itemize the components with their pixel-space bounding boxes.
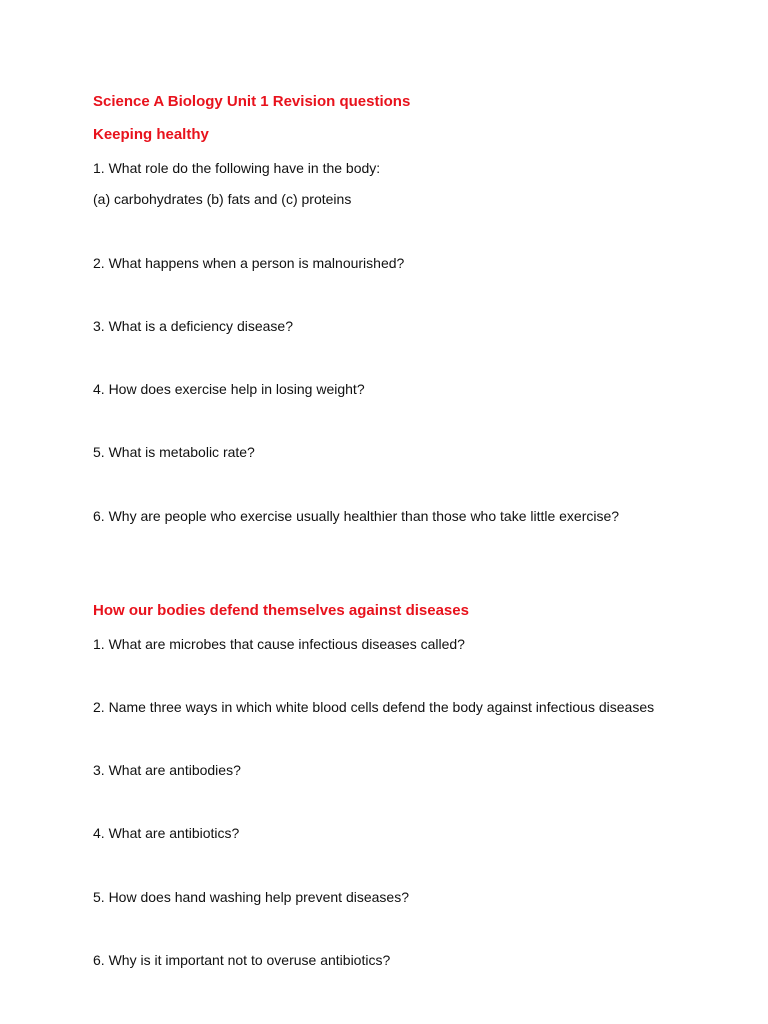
question-text: 2. Name three ways in which white blood cells defend the body against infectious diseases <box>93 699 655 715</box>
document-title: Science A Biology Unit 1 Revision questions <box>93 93 411 110</box>
question-text: 6. Why are people who exercise usually healthier than those who take little exercise? <box>93 508 620 524</box>
section-heading-defence-against-diseases: How our bodies defend themselves against diseases <box>93 602 469 619</box>
question-text: 5. How does hand washing help prevent diseases? <box>93 889 409 905</box>
question-text: 4. What are antibiotics? <box>93 825 240 841</box>
question-text: 2. What happens when a person is malnourished? <box>93 255 405 271</box>
question-text: 4. How does exercise help in losing weight? <box>93 381 365 397</box>
question-text: 1. What are microbes that cause infectious diseases called? <box>93 636 465 652</box>
question-text: 3. What are antibodies? <box>93 762 241 778</box>
question-text: 6. Why is it important not to overuse antibiotics? <box>93 952 391 968</box>
section-heading-keeping-healthy: Keeping healthy <box>93 126 209 143</box>
question-text: 1. What role do the following have in the body: <box>93 160 381 176</box>
question-text: 3. What is a deficiency disease? <box>93 318 293 334</box>
question-text: 5. What is metabolic rate? <box>93 444 255 460</box>
question-text: (a) carbohydrates (b) fats and (c) proteins <box>93 191 352 207</box>
